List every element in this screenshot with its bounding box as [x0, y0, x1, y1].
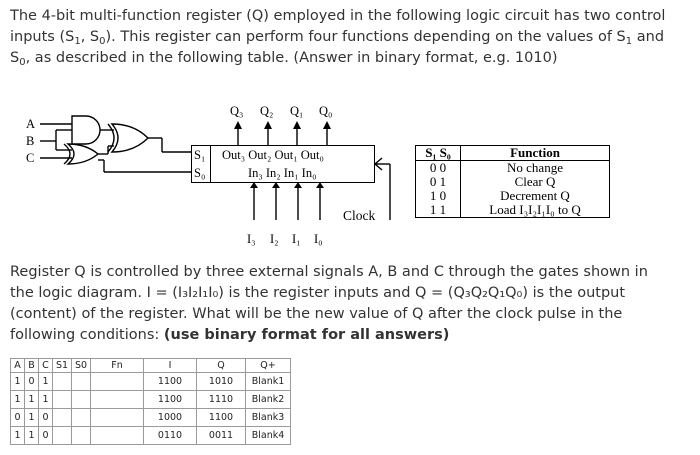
- s1-cell[interactable]: [53, 409, 72, 427]
- input-label-i2: I₂: [270, 232, 279, 246]
- blank2-field[interactable]: Blank2: [246, 391, 291, 409]
- output-label-q0: Q₀: [319, 104, 333, 118]
- input-label-b: B: [26, 134, 35, 148]
- fn-cell[interactable]: [91, 391, 144, 409]
- table-row: 1 1 Load I₃I₂I₁I₀ to Q: [416, 203, 610, 218]
- output-label-q2: Q₂: [260, 104, 274, 118]
- blank1-field[interactable]: Blank1: [246, 373, 291, 391]
- register-outs-label: Out₃ Out₂ Out₁ Out₀: [222, 148, 324, 162]
- table-row: 0 1 Clear Q: [416, 175, 610, 189]
- table-row: 1 0 1 1100 1010 Blank1: [11, 373, 291, 391]
- s0-cell[interactable]: [72, 427, 91, 445]
- select-label-s0: S₀: [194, 166, 206, 180]
- table-row: 1 0 Decrement Q: [416, 189, 610, 203]
- s0-cell[interactable]: [72, 391, 91, 409]
- function-table: [415, 145, 610, 218]
- fn-cell[interactable]: [91, 409, 144, 427]
- table-row: 0 1 0 1000 1100 Blank3: [11, 409, 291, 427]
- s1-cell[interactable]: [53, 427, 72, 445]
- input-label-a: A: [26, 117, 36, 131]
- table-row: 1 1 1 1100 1110 Blank2: [11, 391, 291, 409]
- register-ins-label: In₃ In₂ In₁ In₀: [248, 166, 317, 180]
- fn-cell[interactable]: [91, 373, 144, 391]
- select-label-s1: S₁: [194, 148, 206, 162]
- s1-cell[interactable]: [53, 373, 72, 391]
- input-label-i0: I₀: [314, 232, 323, 246]
- or-gate-2: [112, 124, 148, 152]
- output-label-q1: Q₁: [290, 104, 304, 118]
- clock-label: Clock: [343, 208, 376, 223]
- input-label-i3: I₃: [247, 232, 256, 246]
- input-label-c: C: [26, 151, 35, 165]
- s0-cell[interactable]: [72, 409, 91, 427]
- function-table-header-function: Function: [461, 146, 610, 161]
- blank3-field[interactable]: Blank3: [246, 409, 291, 427]
- table-row: 1 1 0 0110 0011 Blank4: [11, 427, 291, 445]
- s0-cell[interactable]: [72, 373, 91, 391]
- fn-cell[interactable]: [91, 427, 144, 445]
- output-label-q3: Q₃: [230, 104, 244, 118]
- or-gate: [68, 144, 98, 164]
- question-body: Register Q is controlled by three external signals A, B and C through the gates shown in the logic diagram. I = (I₃I₂I₁I₀) is the register inputs and Q = (Q₃Q₂Q₁Q₀) is the output (content) of the register. What will be the new value of Q after the clock pulse in the following conditions: (use binary format for all answers): [10, 264, 648, 343]
- question-intro: The 4-bit multi-function register (Q) employed in the following logic circuit has two control inputs ($S_1$, $S_0$). This register can perform four functions depending on the values of $S_1$ and $S_0$, as described in the following table. (Answer in binary format, e.g. 1010): [10, 8, 666, 68]
- answer-table: [10, 358, 291, 445]
- table-row: 0 0 No change: [416, 161, 610, 176]
- and-gate: [72, 116, 100, 144]
- answer-table-header: A B C S1 S0 Fn I Q Q+: [11, 359, 291, 373]
- s1-cell[interactable]: [53, 391, 72, 409]
- input-label-i1: I₁: [292, 232, 301, 246]
- blank4-field[interactable]: Blank4: [246, 427, 291, 445]
- function-table-header-s: S₁ S₀: [416, 146, 461, 161]
